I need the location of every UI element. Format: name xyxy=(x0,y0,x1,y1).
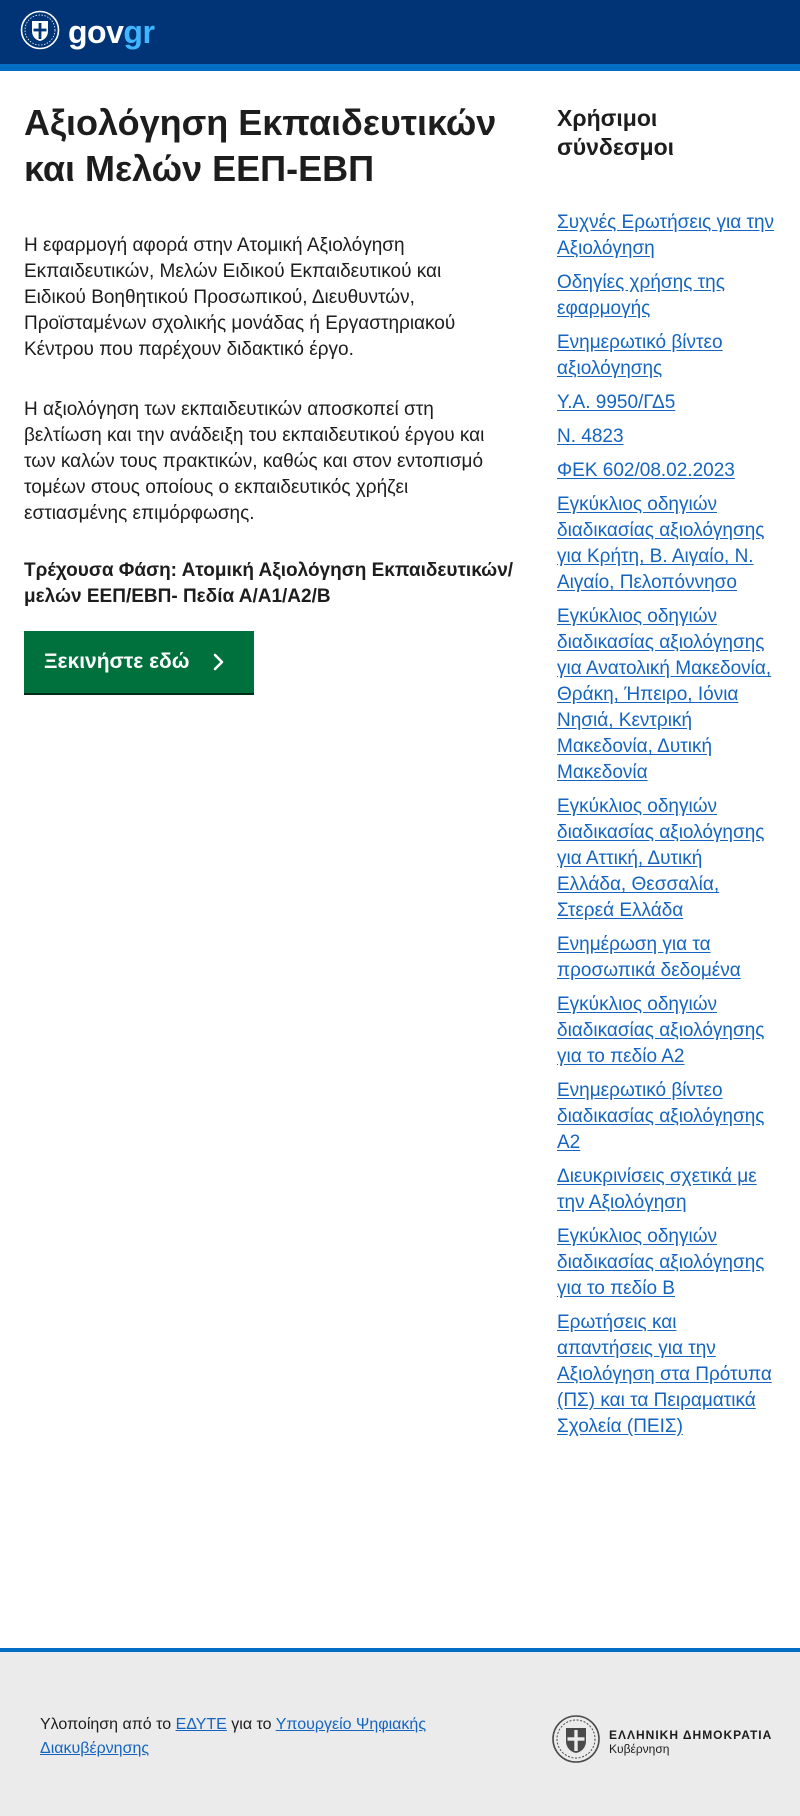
list-item xyxy=(557,932,775,984)
government-label: Κυβέρνηση xyxy=(609,1741,670,1756)
list-item xyxy=(557,390,775,416)
list-item xyxy=(557,1078,775,1156)
footer-text-middle: για το xyxy=(226,1716,276,1733)
link-info-video[interactable]: Ενημερωτικό βίντεο αξιολόγησης xyxy=(557,332,723,379)
site-footer xyxy=(0,1648,800,1816)
start-button[interactable] xyxy=(24,631,254,693)
top-bar xyxy=(0,0,800,64)
hellenic-republic-emblem xyxy=(551,1714,772,1769)
govgr-wordmark: govgr xyxy=(68,14,155,50)
emblem-text xyxy=(609,1728,772,1756)
useful-links-title: Χρήσιμοι σύνδεσμοι xyxy=(557,105,675,160)
link-circular-macedonia-thrace[interactable]: Εγκύκλιος οδηγιών διαδικασίας αξιολόγησης για Ανατολική Μακεδονία, Θράκη, Ήπειρο, Ιόνια Νησιά, Κεντρική Μακεδονία, Δυτική Μακεδονία xyxy=(557,606,772,783)
link-circular-attica[interactable]: Εγκύκλιος οδηγιών διαδικασίας αξιολόγησης για Αττική, Δυτική Ελλάδα, Θεσσαλία, Στερεά Ελλάδα xyxy=(557,796,765,921)
greek-coat-of-arms-icon xyxy=(551,1714,601,1769)
list-item xyxy=(557,992,775,1070)
list-item xyxy=(557,210,775,262)
current-phase-text: Τρέχουσα Φάση: Ατομική Αξιολόγηση Εκπαιδευτικών/ μελών ΕΕΠ/ΕΒΠ- Πεδία Α/Α1/Α2/Β xyxy=(24,560,514,607)
useful-links-sidebar xyxy=(557,104,782,1437)
list-item xyxy=(557,604,775,786)
link-app-instructions[interactable]: Οδηγίες χρήσης της εφαρμογής xyxy=(557,272,725,319)
intro-paragraph: Η εφαρμογή αφορά στην Ατομική Αξιολόγηση Εκπαιδευτικών, Μελών Ειδικού Εκπαιδευτικού και Ειδικού Βοηθητικού Προσωπικού, Διευθυντών, Προϊσταμένων σχολικής μονάδας ή Εργαστηριακού Κέντρου που παρέχουν διδακτικό έργο. xyxy=(24,235,456,360)
footer-credit xyxy=(40,1713,470,1761)
list-item xyxy=(557,330,775,382)
link-video-a2[interactable]: Ενημερωτικό βίντεο διαδικασίας αξιολόγησης Α2 xyxy=(557,1080,765,1153)
list-item xyxy=(557,492,775,596)
link-circular-b[interactable]: Εγκύκλιος οδηγιών διαδικασίας αξιολόγησης για το πεδίο Β xyxy=(557,1226,765,1299)
link-clarifications[interactable]: Διευκρινίσεις σχετικά με την Αξιολόγηση xyxy=(557,1166,757,1213)
link-qa-model-schools[interactable]: Ερωτήσεις και απαντήσεις για την Αξιολόγηση στα Πρότυπα (ΠΣ) και τα Πειραματικά Σχολεία (ΠΕΙΣ) xyxy=(557,1312,772,1437)
start-button-label: Ξεκινήστε εδώ xyxy=(44,650,190,673)
edyte-link[interactable]: ΕΔΥΤΕ xyxy=(175,1716,227,1733)
link-personal-data[interactable]: Ενημέρωση για τα προσωπικά δεδομένα xyxy=(557,934,741,981)
purpose-paragraph: Η αξιολόγηση των εκπαιδευτικών αποσκοπεί στη βελτίωση και την ανάδειξη του εκπαιδευτικού έργου και των καλών τους πρακτικών, καθώς και στον εντοπισμό τομέων στους οποίους ο εκπαιδευτικός χρήζει εστιασμένης επιμόρφωσης. xyxy=(24,399,485,524)
footer-text-prefix: Υλοποίηση από το xyxy=(40,1716,176,1733)
header-stripe xyxy=(0,64,800,71)
list-item xyxy=(557,1164,775,1216)
list-item xyxy=(557,424,775,450)
link-law-4823[interactable]: Ν. 4823 xyxy=(557,426,624,447)
list-item xyxy=(557,1224,775,1302)
link-circular-crete-aegean[interactable]: Εγκύκλιος οδηγιών διαδικασίας αξιολόγησης για Κρήτη, Β. Αιγαίο, Ν. Αιγαίο, Πελοπόννησο xyxy=(557,494,765,593)
hellenic-republic-label: ΕΛΛΗΝΙΚΗ ΔΗΜΟΚΡΑΤΙΑ xyxy=(609,1727,773,1742)
list-item xyxy=(557,1310,775,1440)
ministry-link[interactable]: Υπουργείο Ψηφιακής Διακυβέρνησης xyxy=(40,1716,427,1757)
greek-coat-of-arms-icon xyxy=(20,10,60,55)
link-circular-a2[interactable]: Εγκύκλιος οδηγιών διαδικασίας αξιολόγησης για το πεδίο Α2 xyxy=(557,994,765,1067)
useful-links-list xyxy=(557,210,775,1448)
govgr-logo-link[interactable] xyxy=(20,10,154,54)
list-item xyxy=(557,794,775,924)
link-ministerial-decision[interactable]: Υ.Α. 9950/ΓΔ5 xyxy=(557,392,676,413)
main-content xyxy=(24,100,514,673)
link-fek-602[interactable]: ΦΕΚ 602/08.02.2023 xyxy=(557,460,735,481)
chevron-right-icon xyxy=(212,652,226,672)
link-faq-evaluation[interactable]: Συχνές Ερωτήσεις για την Αξιολόγηση xyxy=(557,212,775,259)
list-item xyxy=(557,458,775,484)
list-item xyxy=(557,270,775,322)
page-title: Αξιολόγηση Εκπαιδευτικών και Μελών ΕΕΠ-ΕΒΠ xyxy=(24,102,497,189)
